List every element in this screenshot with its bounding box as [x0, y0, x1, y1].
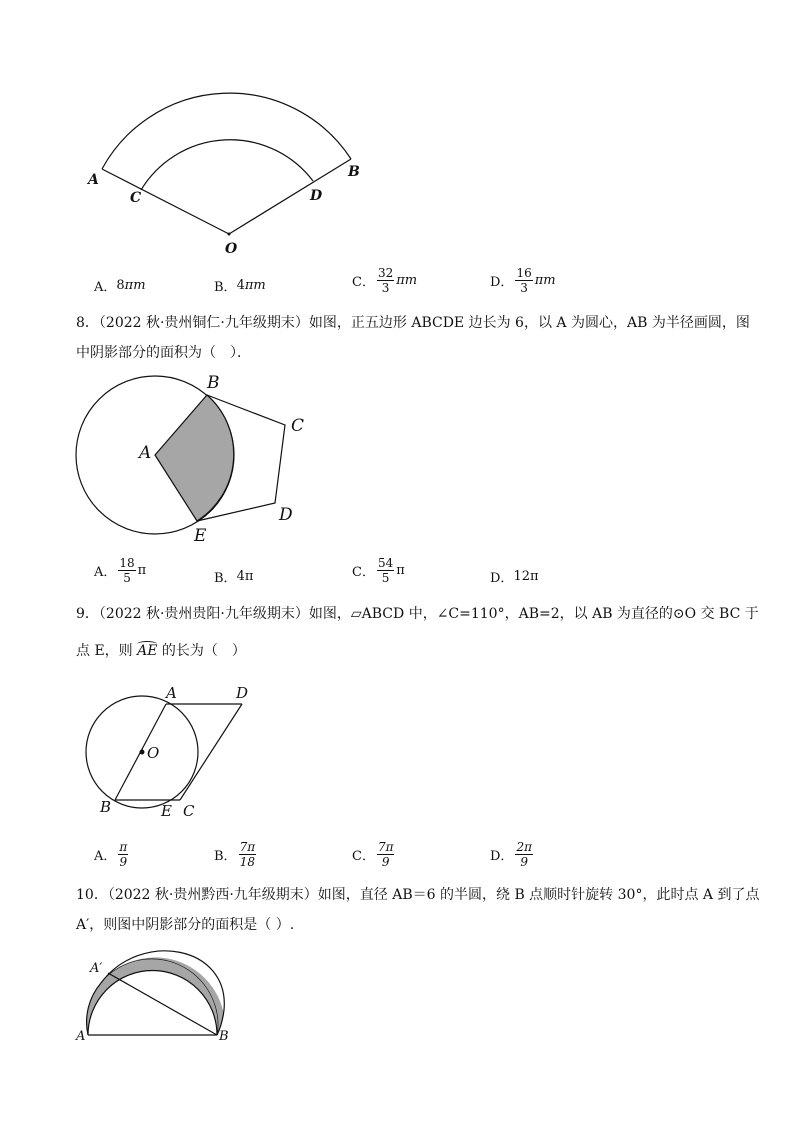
label-a: A: [76, 1029, 86, 1044]
label-a: A: [88, 172, 99, 188]
label-o: O: [225, 241, 238, 257]
label-o: O: [147, 744, 160, 762]
label-e: E: [161, 802, 172, 820]
label-e: E: [194, 526, 207, 546]
label-d: D: [310, 188, 323, 204]
label-d: D: [279, 505, 293, 525]
q8-option-a[interactable]: A． $\frac{18}{5}$ π: [94, 556, 147, 585]
q7-option-d[interactable]: D． $\frac{16}{3}$ πm: [490, 266, 556, 295]
label-b: B: [207, 373, 220, 393]
q9-option-d[interactable]: D． $\frac{2\pi}{9}$: [490, 840, 532, 869]
q8-option-b[interactable]: B． 4π: [214, 569, 254, 586]
q10-stem-line1: 10．（2022 秋·贵州黔西·九年级期末）如图，直径 AB＝6 的半圆，绕 B 点顺时针旋转 30°，此时点 A 到了点: [76, 887, 760, 903]
label-c: C: [291, 416, 305, 436]
q9-option-a[interactable]: A． $\frac{\pi}{9}$: [94, 840, 128, 869]
q7-option-b[interactable]: B． 4 πm: [214, 278, 266, 295]
label-a: A: [139, 443, 152, 463]
label-b: B: [219, 1029, 229, 1044]
label-d: D: [236, 684, 249, 702]
q9-option-c[interactable]: C． $\frac{7\pi}{9}$: [352, 840, 394, 869]
q7-option-a[interactable]: A． 8 πm: [94, 278, 146, 295]
q8-stem-line1: 8．（2022 秋·贵州铜仁·九年级期末）如图，正五边形 ABCDE 边长为 6，以 A 为圆心，AB 为半径画圆，图: [76, 315, 750, 331]
q8-option-d[interactable]: D． 12π: [490, 569, 539, 586]
q9-stem-line1: 9．（2022 秋·贵州贵阳·九年级期末）如图，▱ABCD 中，∠C=110°，AB=2，以 AB 为直径的⊙O 交 BC 于: [76, 606, 759, 622]
q9-stem-line2: 点 E，则 AE 的长为（ ）: [76, 643, 246, 659]
arc-ae-notation: AE: [137, 643, 158, 659]
q7-option-c[interactable]: C． $\frac{32}{3}$ πm: [352, 266, 418, 295]
label-b: B: [100, 798, 112, 816]
label-a: A: [166, 684, 177, 702]
label-c: C: [130, 190, 142, 206]
label-c: C: [183, 802, 195, 820]
q8-option-c[interactable]: C． $\frac{54}{5}$ π: [352, 556, 405, 585]
label-b: B: [348, 164, 360, 180]
q10-stem-line2: A′，则图中阴影部分的面积是（ ）.: [76, 917, 295, 933]
q8-stem-line2: 中阴影部分的面积为（ ）．: [76, 345, 251, 361]
q9-option-b[interactable]: B． $\frac{7\pi}{18}$: [214, 840, 256, 869]
label-a-prime: A′: [90, 961, 103, 976]
